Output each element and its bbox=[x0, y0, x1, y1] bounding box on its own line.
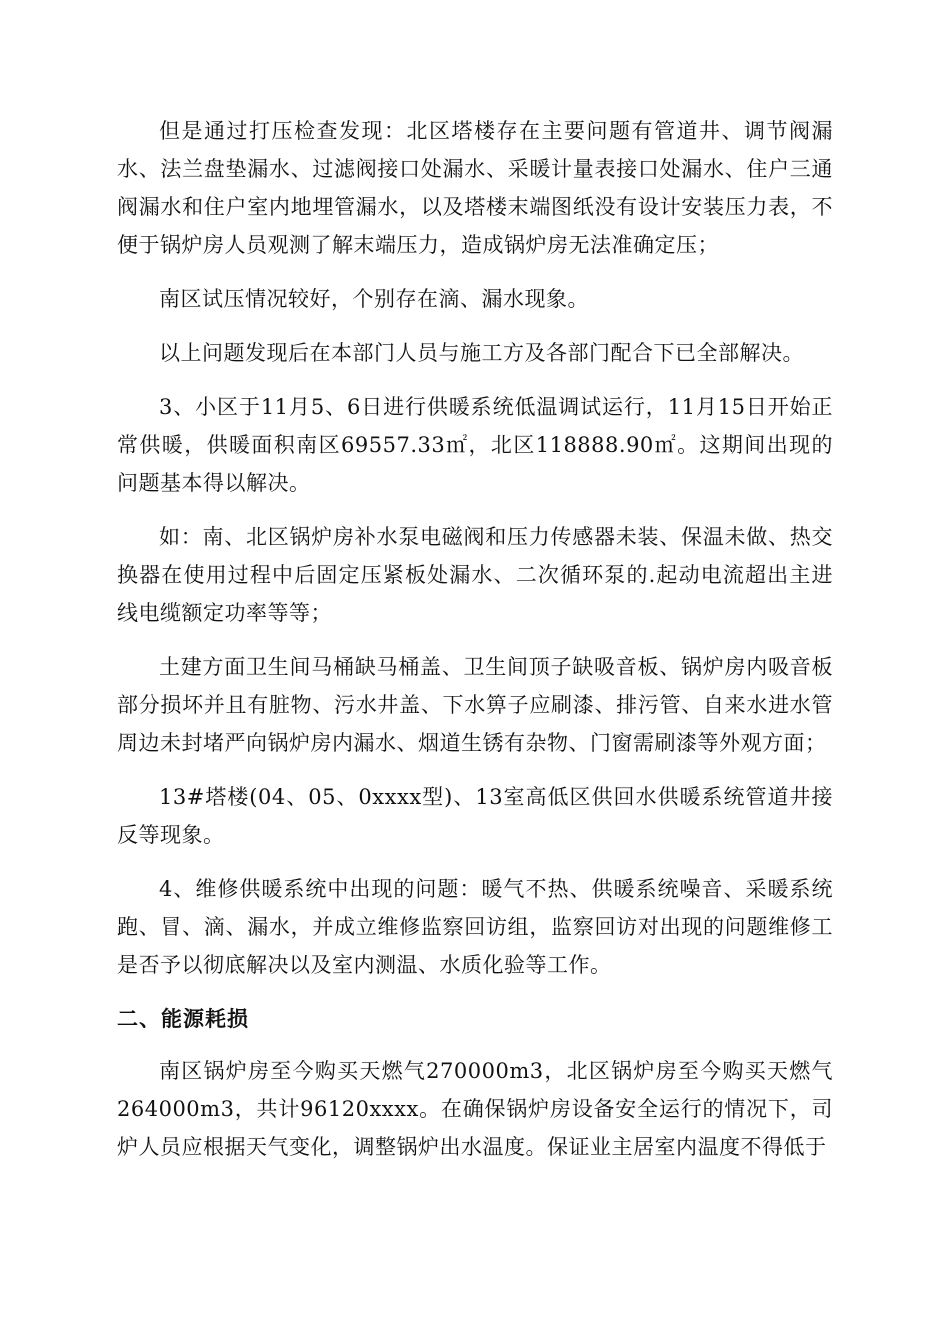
section-heading-energy-consumption: 二、能源耗损 bbox=[117, 1007, 249, 1031]
paragraph-tower-13-issues: 13#塔楼(04、05、0xxxx型)、13室高低区供回水供暖系统管道井接反等现象。 bbox=[117, 785, 833, 847]
paragraph-heating-trial-run: 3、小区于11月5、6日进行供暖系统低温调试运行，11月15日开始正常供暖，供暖面积南区69557.33㎡，北区118888.90㎡。这期间出现的问题基本得以解决。 bbox=[117, 395, 833, 495]
paragraph-south-area-test: 南区试压情况较好，个别存在滴、漏水现象。 bbox=[159, 287, 589, 311]
paragraph-maintenance-issues: 4、维修供暖系统中出现的问题：暖气不热、供暖系统噪音、采暖系统跑、冒、滴、漏水，并成立维修监察回访组，监察回访对出现的问题维修工是否予以彻底解决以及室内测温、水质化验等工作。 bbox=[117, 877, 833, 977]
paragraph-boiler-room-issues: 如：南、北区锅炉房补水泵电磁阀和压力传感器未装、保温未做、热交换器在使用过程中后固定压紧板处漏水、二次循环泵的.起动电流超出主进线电缆额定功率等等； bbox=[117, 525, 833, 625]
paragraph-civil-works-issues: 土建方面卫生间马桶缺马桶盖、卫生间顶子缺吸音板、锅炉房内吸音板部分损坏并且有脏物、污水井盖、下水箅子应刷漆、排污管、自来水进水管周边未封堵严向锅炉房内漏水、烟道生锈有杂物、门窗需刷漆等外观方面； bbox=[117, 655, 833, 755]
paragraph-issues-resolved: 以上问题发现后在本部门人员与施工方及各部门配合下已全部解决。 bbox=[159, 341, 804, 365]
document-body bbox=[117, 112, 833, 1182]
paragraph-pressure-test-findings: 但是通过打压检查发现：北区塔楼存在主要问题有管道井、调节阀漏水、法兰盘垫漏水、过滤阀接口处漏水、采暖计量表接口处漏水、住户三通阀漏水和住户室内地埋管漏水，以及塔楼末端图纸没有设计安装压力表，不便于锅炉房人员观测了解末端压力，造成锅炉房无法准确定压； bbox=[117, 119, 833, 257]
paragraph-gas-purchase: 南区锅炉房至今购买天燃气270000m3，北区锅炉房至今购买天燃气264000m3，共计96120xxxx。在确保锅炉房设备安全运行的情况下，司炉人员应根据天气变化，调整锅炉出水温度。保证业主居室内温度不得低于 bbox=[117, 1059, 833, 1159]
